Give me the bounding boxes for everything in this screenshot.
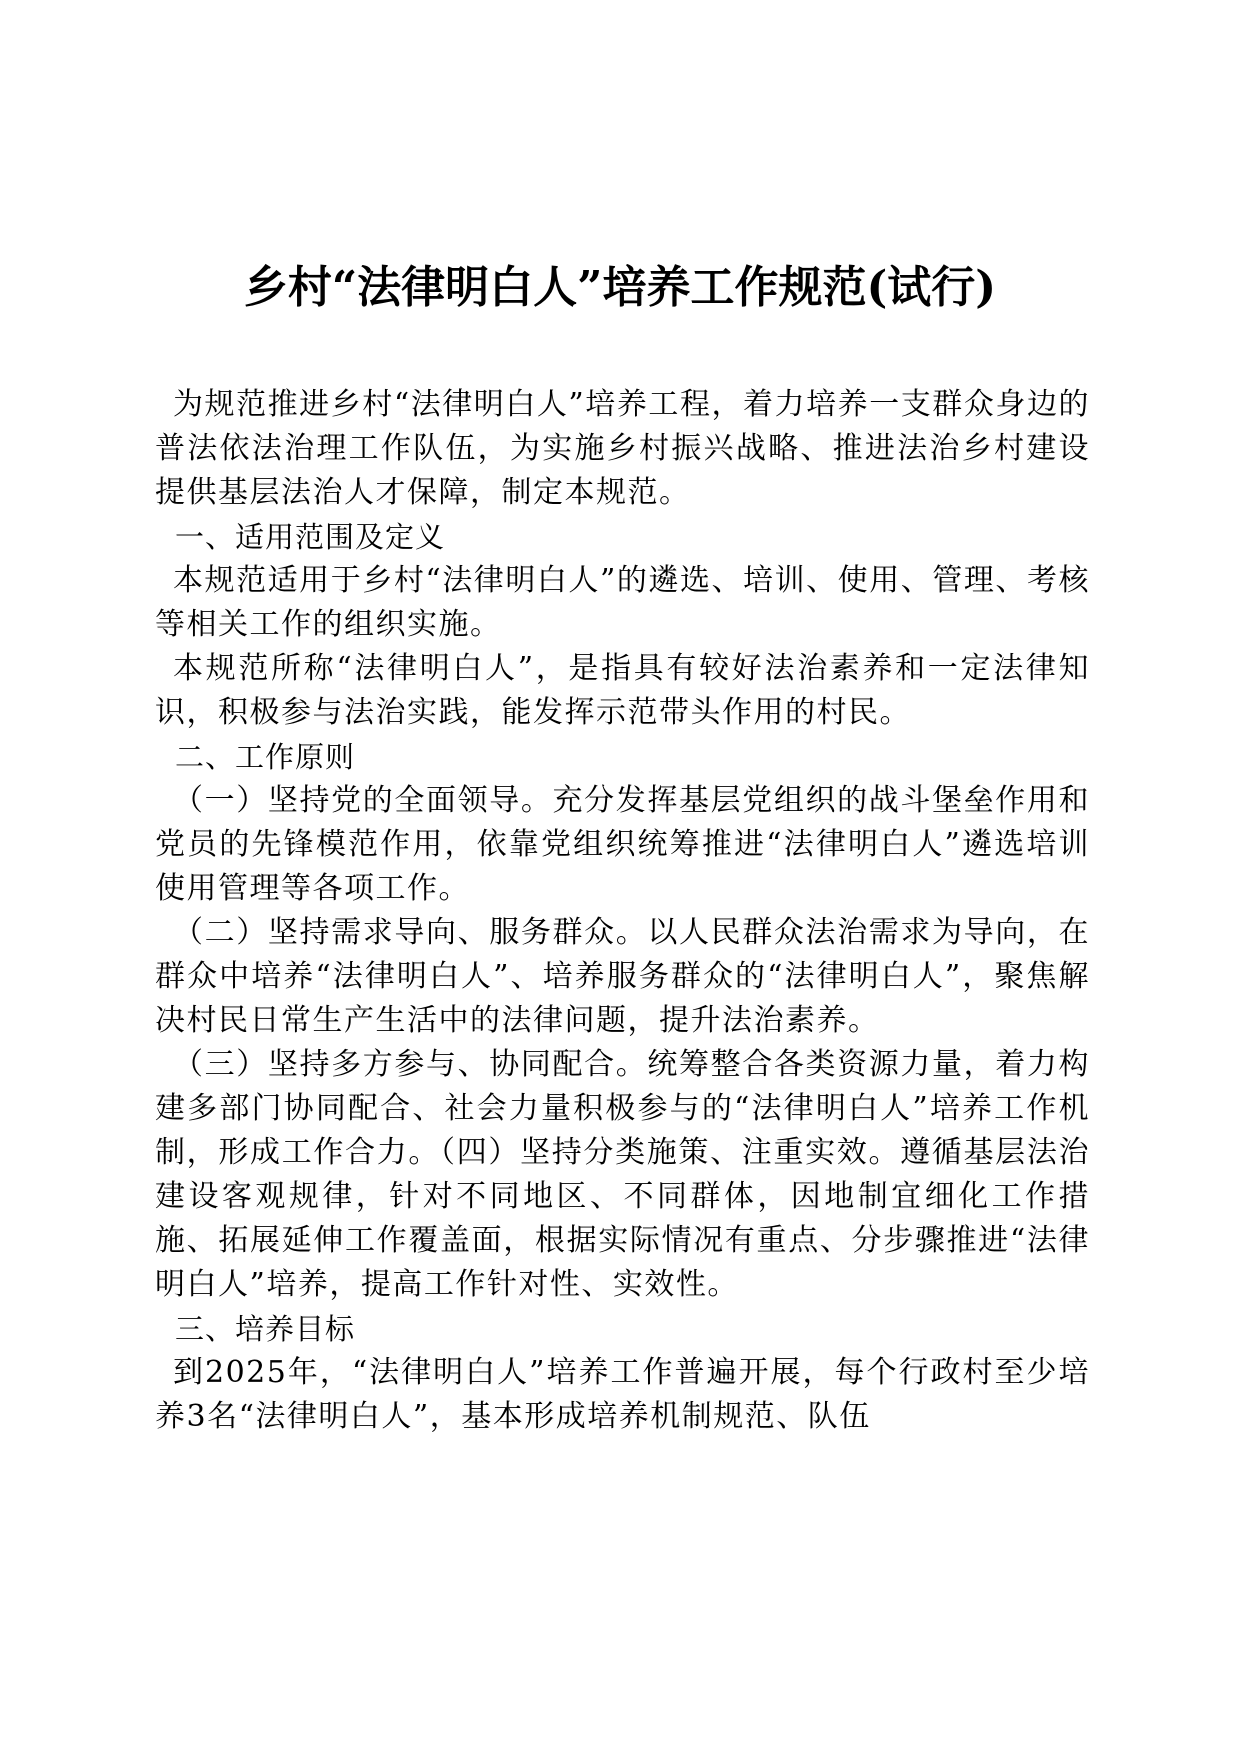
document-body: [155, 383, 1090, 1439]
definition-paragraph: 本规范所称“法律明白人”，是指具有较好法治素养和一定法律知识，积极参与法治实践，能发挥示范带头作用的村民。: [155, 651, 1090, 730]
scope-paragraph: 本规范适用于乡村“法律明白人”的遴选、培训、使用、管理、考核等相关工作的组织实施。: [155, 563, 1090, 642]
document-title: 乡村“法律明白人”培养工作规范(试行): [243, 262, 997, 313]
principle-2-paragraph: （二）坚持需求导向、服务群众。以人民群众法治需求为导向，在群众中培养“法律明白人”、培养服务群众的“法律明白人”，聚焦解决村民日常生产生活中的法律问题，提升法治素养。: [155, 915, 1090, 1038]
section-heading-principles: 二、工作原则: [175, 740, 356, 774]
principle-3-4-paragraph: （三）坚持多方参与、协同配合。统筹整合各类资源力量，着力构建多部门协同配合、社会力量积极参与的“法律明白人”培养工作机制，形成工作合力。（四）坚持分类施策、注重实效。遵循基层法治建设客观规律，针对不同地区、不同群体，因地制宜细化工作措施、拓展延伸工作覆盖面，根据实际情况有重点、分步骤推进“法律明白人”培养，提高工作针对性、实效性。: [155, 1047, 1090, 1302]
section-heading-scope: 一、适用范围及定义: [175, 520, 446, 554]
principle-1-paragraph: （一）坚持党的全面领导。充分发挥基层党组织的战斗堡垒作用和党员的先锋模范作用，依靠党组织统筹推进“法律明白人”遴选培训使用管理等各项工作。: [155, 783, 1090, 906]
preamble-paragraph: 为规范推进乡村“法律明白人”培养工程，着力培养一支群众身边的普法依法治理工作队伍，为实施乡村振兴战略、推进法治乡村建设提供基层法治人才保障，制定本规范。: [155, 387, 1090, 510]
goals-paragraph: 到2025年，“法律明白人”培养工作普遍开展，每个行政村至少培养3名“法律明白人”，基本形成培养机制规范、队伍: [155, 1355, 1090, 1434]
section-heading-goals: 三、培养目标: [175, 1312, 356, 1346]
